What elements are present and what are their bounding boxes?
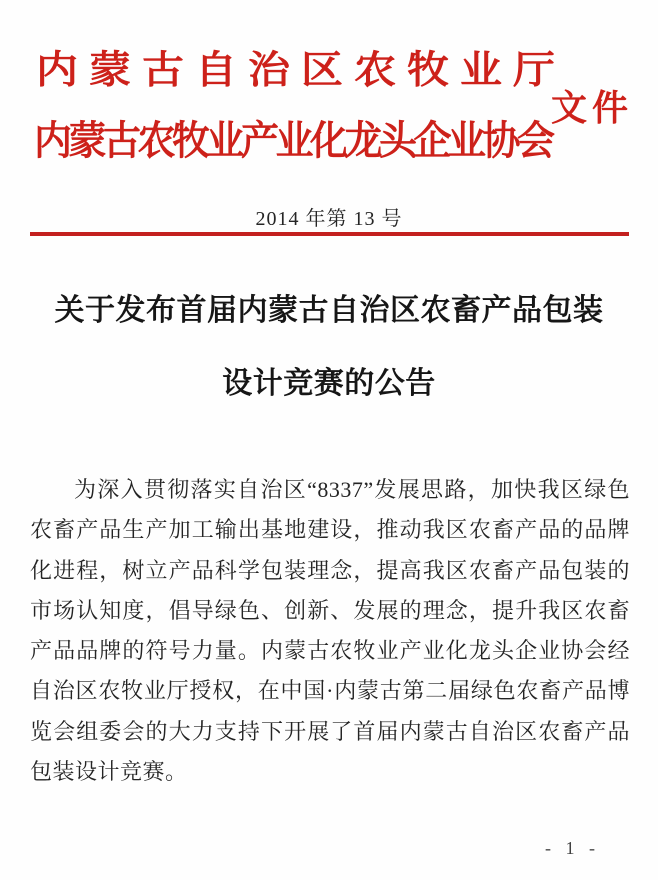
issue-number: 2014 年第 13 号 bbox=[255, 208, 403, 230]
page-number: - 1 - bbox=[545, 838, 600, 858]
issuer-name-secondary: 内蒙古农牧业产业化龙头企业协会 bbox=[34, 119, 552, 164]
body-paragraph: 为深入贯彻落实自治区“8337”发展思路，加快我区绿色农畜产品生产加工输出基地建设，推动我区农畜产品的品牌化进程，树立产品科学包装理念，提高我区农畜产品包装的市场认知度，倡导绿色、创新、发展的理念，提升我区农畜产品品牌的符号力量。内蒙古农牧业产业化龙头企业协会经自治区农牧业厅授权，在中国·内蒙古第二届绿色农畜产品博览会组委会的大力支持下开展了首届内蒙古自治区农畜产品包装设计竞赛。 bbox=[30, 477, 630, 785]
issuer-name-primary: 内蒙古自治区农牧业厅 bbox=[36, 50, 567, 93]
red-divider-line bbox=[30, 232, 629, 236]
document-title-line2: 设计竞赛的公告 bbox=[222, 367, 436, 400]
document-title-line1: 关于发布首届内蒙古自治区农畜产品包装 bbox=[54, 294, 604, 327]
doc-type-label: 文件 bbox=[551, 88, 634, 128]
